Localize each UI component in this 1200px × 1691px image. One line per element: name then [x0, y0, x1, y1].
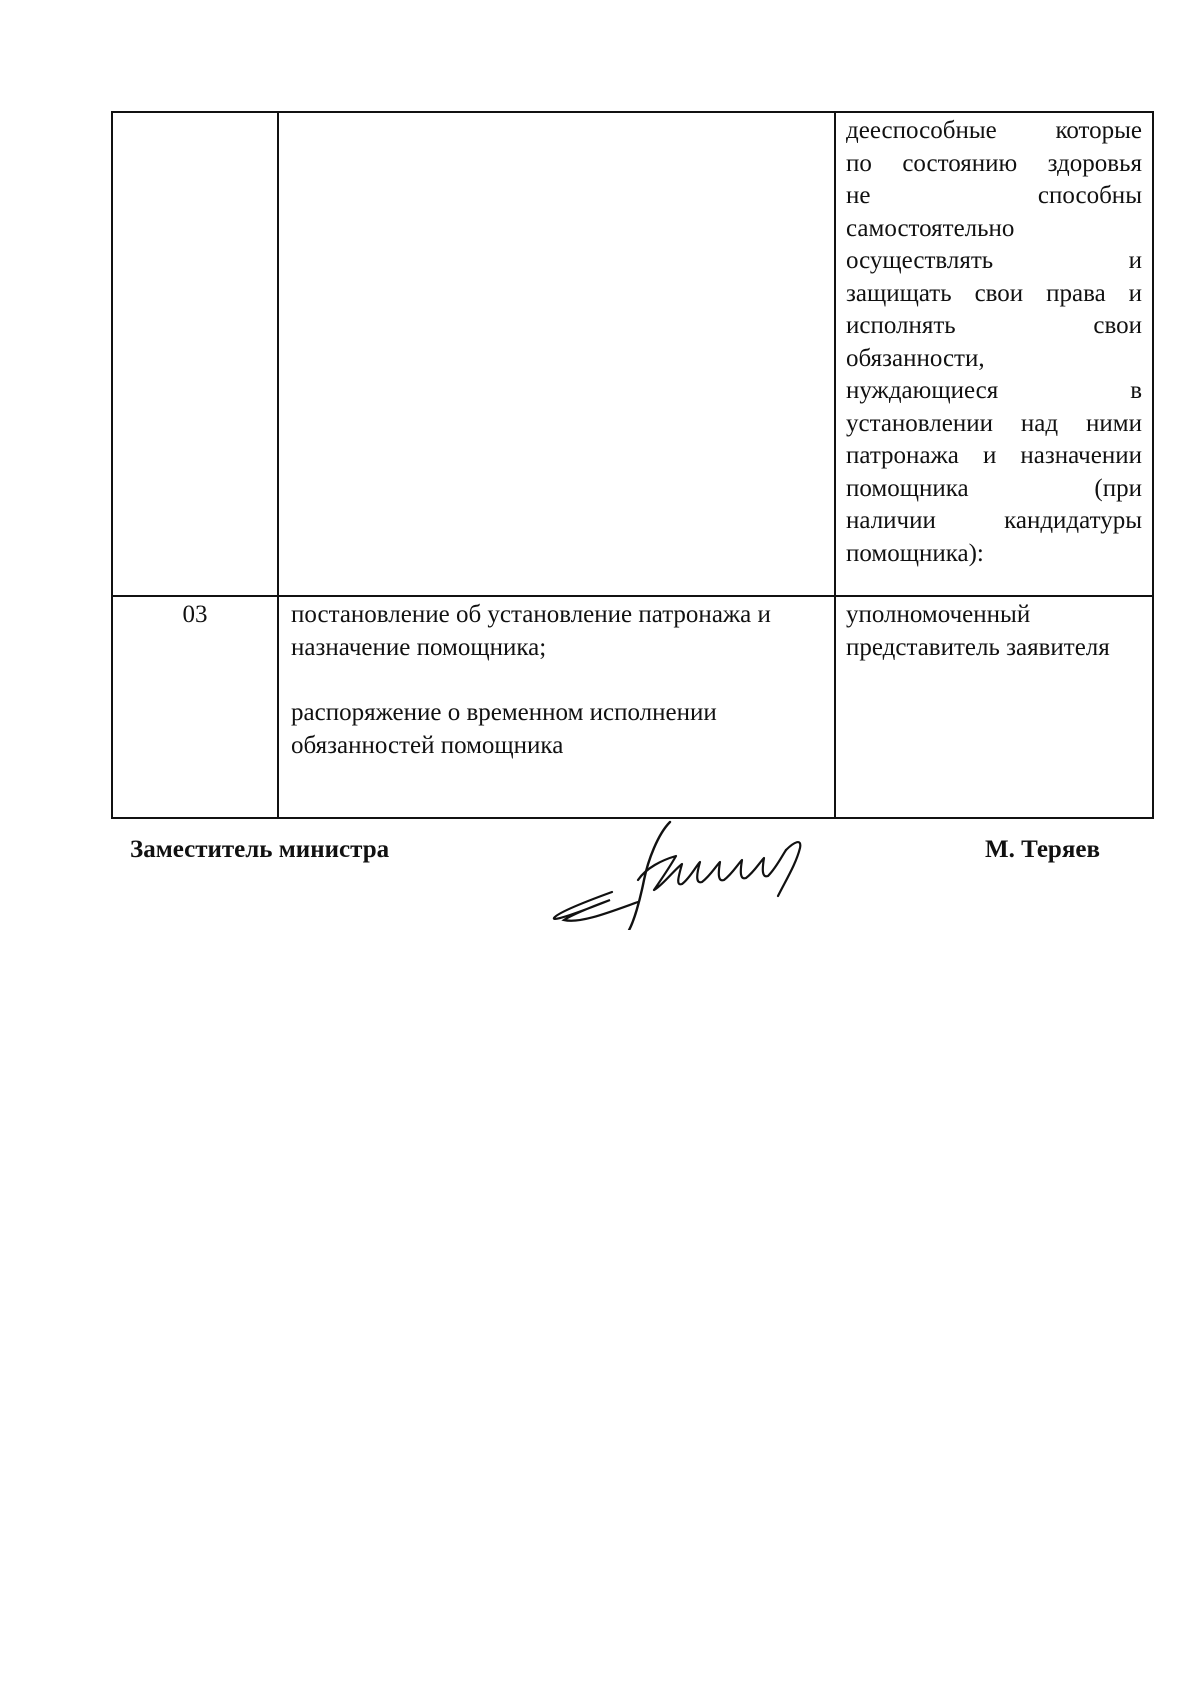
code-cell — [112, 112, 278, 596]
handwritten-signature — [550, 820, 820, 930]
table-row — [112, 112, 1153, 596]
document-paragraph: распоряжение о временном исполнении обязанностей помощника — [291, 699, 717, 759]
applicant-line: осуществлять и — [846, 247, 1142, 274]
applicant-cell — [835, 112, 1153, 596]
applicant-line: наличии кандидатуры — [846, 507, 1142, 534]
applicant-cell: уполномоченный представитель заявителя — [835, 596, 1153, 818]
applicant-line: установлении над ними — [846, 409, 1142, 437]
applicant-line: нуждающиеся в — [846, 377, 1142, 404]
document-cell — [278, 596, 835, 818]
applicant-line: патронажа и назначении — [846, 442, 1142, 469]
table-row — [112, 596, 1153, 818]
applicant-line: обязанности, — [846, 344, 985, 372]
document-cell — [278, 112, 835, 596]
applicant-line: не способны — [846, 182, 1142, 209]
signatory-role: Заместитель министра — [130, 836, 390, 863]
applicant-line: исполнять свои — [846, 312, 1142, 339]
signatory-name: М. Теряев — [985, 836, 1100, 863]
applicant-line: защищать свои права и — [846, 279, 1142, 307]
code-cell: 03 — [112, 596, 278, 818]
applicant-line: помощника): — [846, 539, 984, 567]
document-table — [111, 111, 1154, 819]
applicant-line: по состоянию здоровья — [846, 149, 1142, 177]
applicant-line: самостоятельно — [846, 214, 1015, 242]
applicant-line: дееспособные которые — [846, 117, 1142, 144]
document-paragraph: постановление об установление патронажа и назначение помощника; — [291, 601, 771, 661]
applicant-line: помощника (при — [846, 474, 1142, 502]
